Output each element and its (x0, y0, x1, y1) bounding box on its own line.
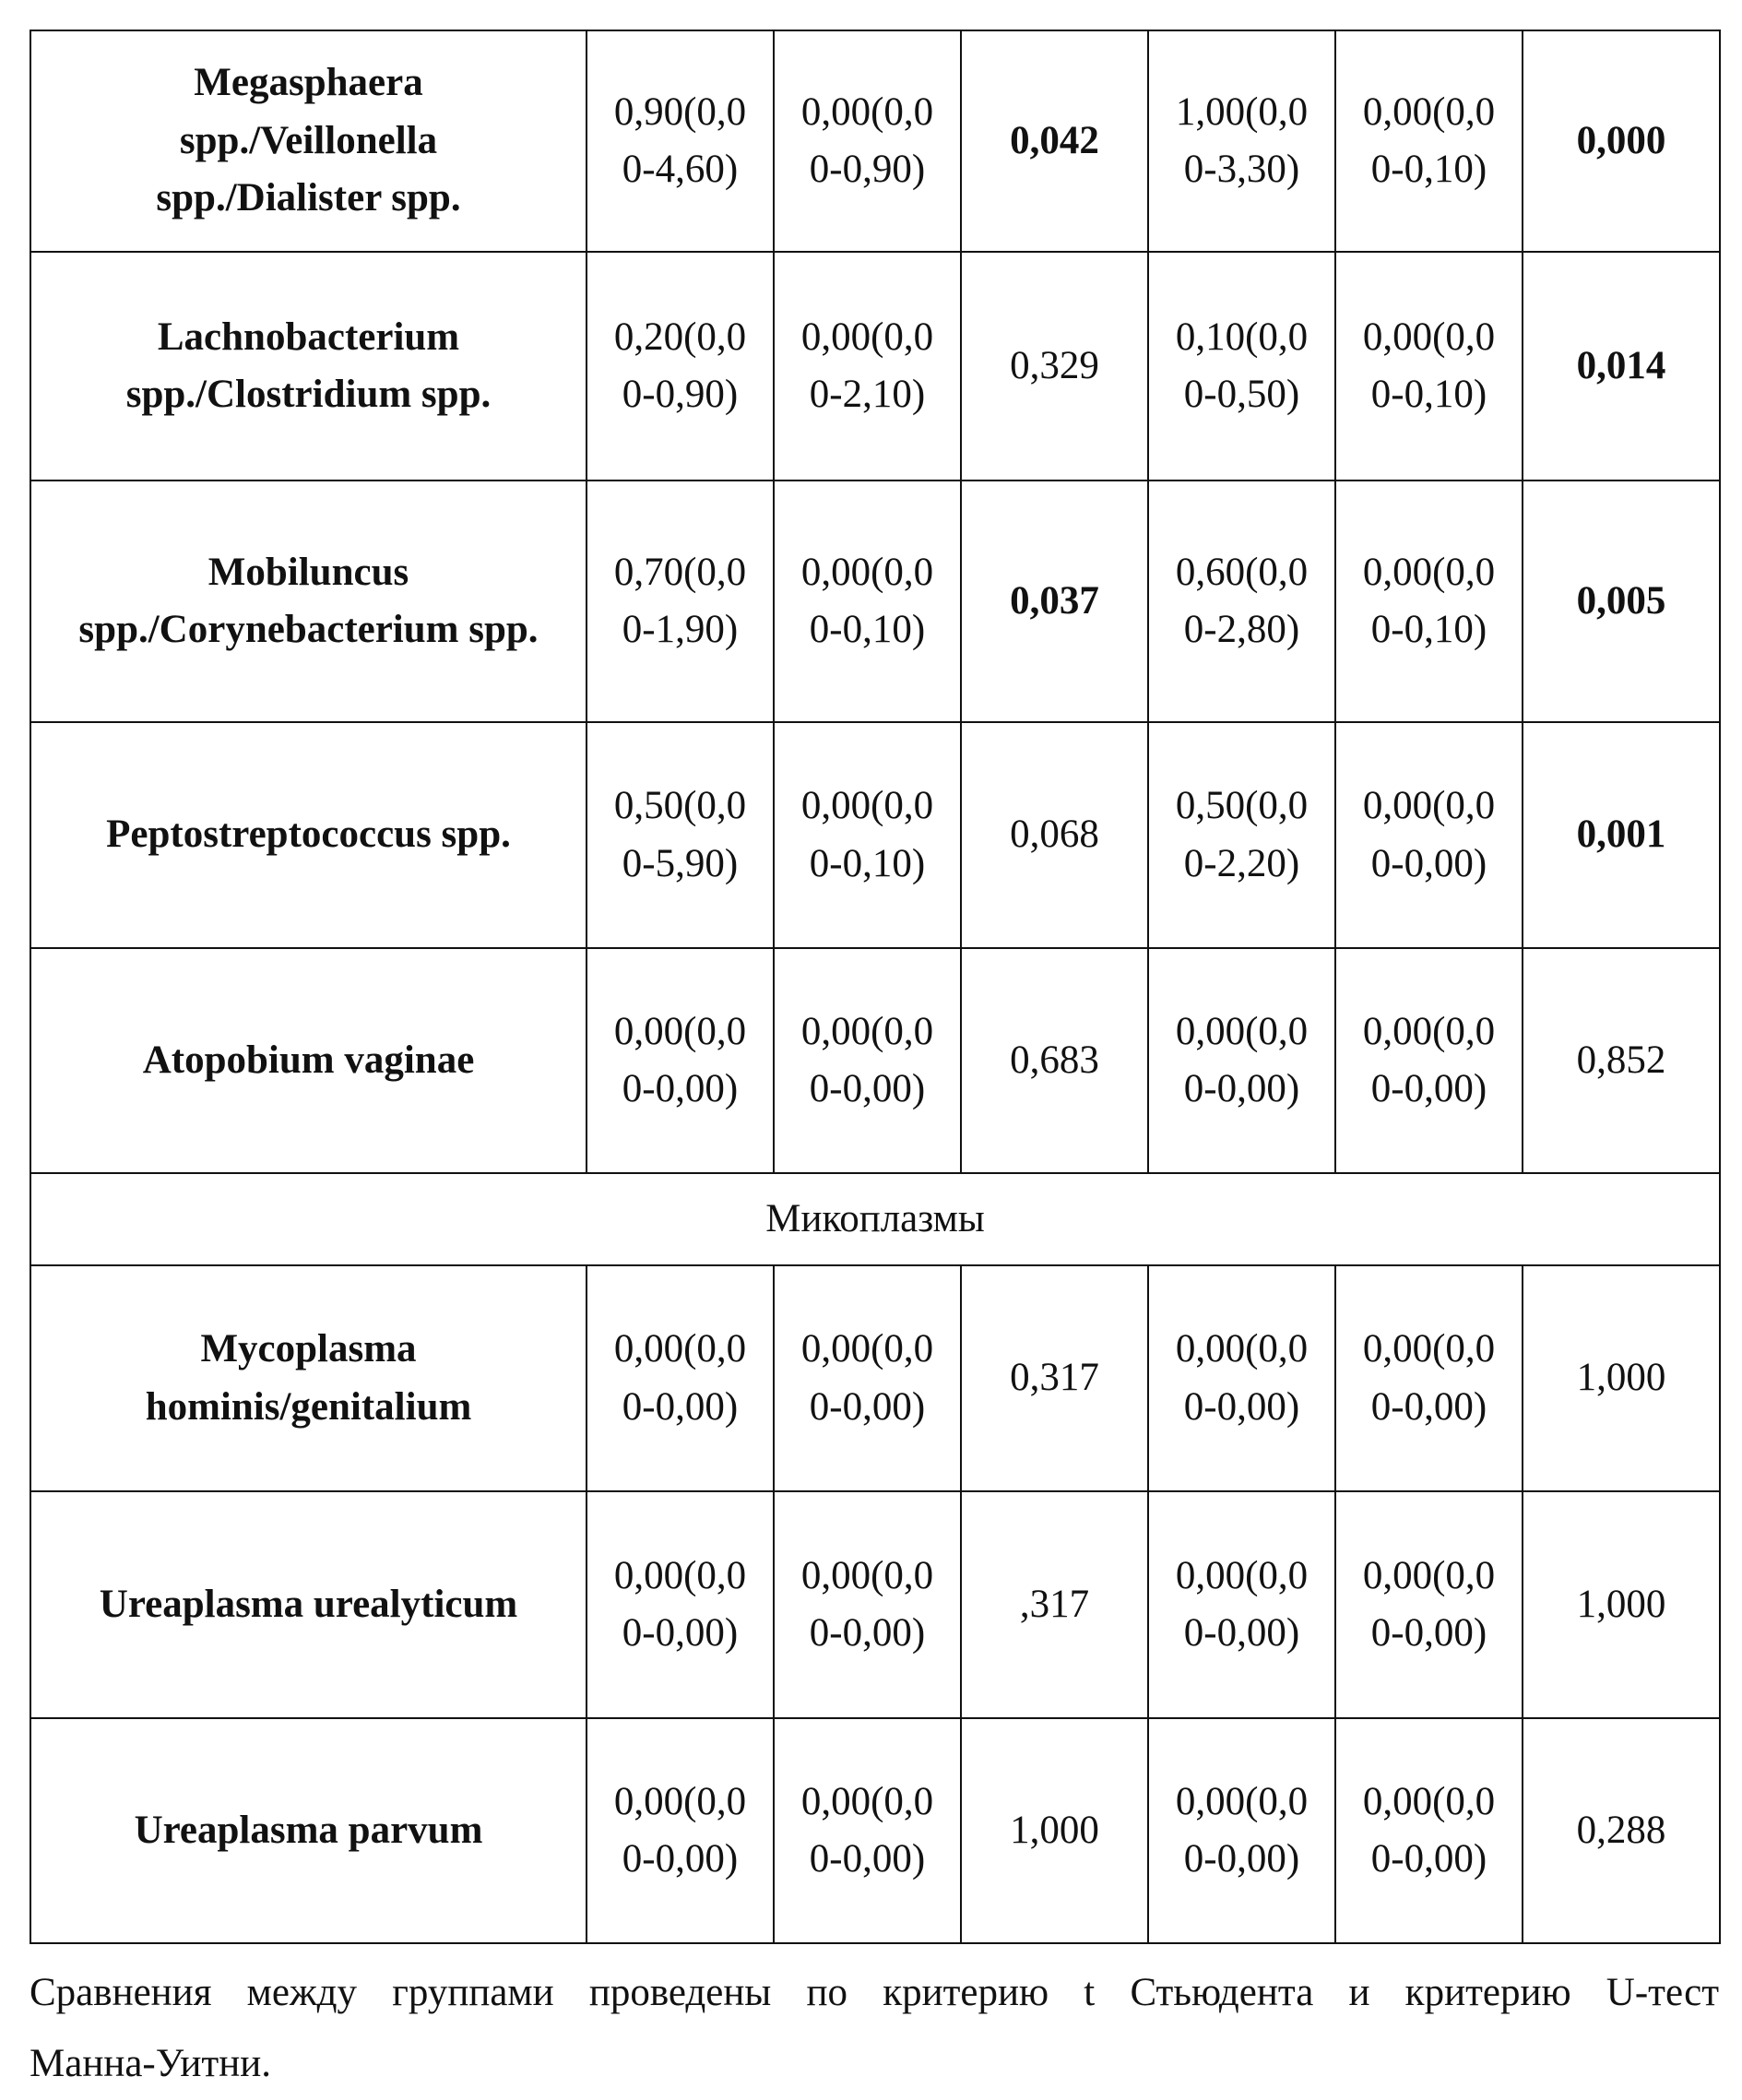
group1-value-cell-line: 0-1,90) (622, 608, 739, 651)
organism-cell-line: spp./Corynebacterium spp. (78, 608, 539, 651)
organism-cell (30, 30, 587, 252)
p-value-cell: 0,001 (1523, 722, 1720, 948)
table-row (30, 722, 1720, 948)
group4-value-cell (1335, 30, 1523, 252)
group3-value-cell-line: 0-0,00) (1183, 1837, 1300, 1881)
group3-value-cell-line: 0-0,50) (1183, 373, 1300, 416)
group1-value-cell (587, 1265, 774, 1491)
group2-value-cell-line: 0,00(0,0 (800, 314, 934, 359)
group2-value-cell (774, 252, 961, 481)
group1-value-cell (587, 30, 774, 252)
p-value-cell: 1,000 (1523, 1265, 1720, 1491)
organism-cell-line: Megasphaera (194, 61, 423, 105)
group4-value-cell (1335, 1718, 1523, 1943)
group3-value-cell-line: 0,00(0,0 (1175, 1327, 1309, 1371)
group4-value-cell-line: 0-0,10) (1370, 608, 1487, 651)
group1-value-cell (587, 252, 774, 481)
group2-value-cell-line: 0-0,10) (809, 608, 926, 651)
footnote-line-2: Манна-Уитни. (30, 2042, 271, 2086)
group3-value-cell-line: 0,50(0,0 (1175, 784, 1309, 828)
p-value-cell: ,317 (961, 1491, 1148, 1718)
organism-cell-line: Peptostreptococcus spp. (106, 813, 511, 857)
group1-value-cell-line: 0,20(0,0 (613, 314, 747, 359)
group3-value-cell (1148, 252, 1335, 481)
group4-value-cell-line: 0-0,00) (1370, 1611, 1487, 1655)
organism-cell (30, 948, 587, 1173)
group4-value-cell-line: 0-0,10) (1370, 148, 1487, 191)
section-label: Микоплазмы (30, 1173, 1720, 1265)
organism-cell-line: Mobiluncus (207, 550, 409, 594)
table-row (30, 1718, 1720, 1943)
organism-cell-line: Atopobium vaginae (142, 1038, 475, 1082)
organism-cell (30, 1718, 587, 1943)
group4-value-cell-line: 0,00(0,0 (1362, 550, 1496, 594)
group1-value-cell-line: 0-0,90) (622, 373, 739, 416)
p-value-cell: 0,068 (961, 722, 1148, 948)
group1-value-cell (587, 481, 774, 722)
group4-value-cell (1335, 481, 1523, 722)
organism-cell-line: spp./Dialister spp. (156, 176, 461, 220)
p-value-cell: 0,683 (961, 948, 1148, 1173)
group2-value-cell-line: 0,00(0,0 (800, 784, 934, 828)
organism-cell-line: spp./Clostridium spp. (125, 373, 492, 416)
group4-value-cell-line: 0-0,00) (1370, 1837, 1487, 1881)
group1-value-cell-line: 0-0,00) (622, 1384, 739, 1429)
footnote (30, 1957, 1719, 2100)
group3-value-cell (1148, 948, 1335, 1173)
p-value-cell: 0,042 (961, 30, 1148, 252)
group4-value-cell-line: 0-0,00) (1370, 1067, 1487, 1110)
group2-value-cell (774, 1265, 961, 1491)
group4-value-cell-line: 0,00(0,0 (1362, 1327, 1496, 1371)
organism-cell-line: spp./Veillonella (179, 118, 438, 162)
group1-value-cell (587, 1491, 774, 1718)
p-value-cell: 1,000 (961, 1718, 1148, 1943)
group3-value-cell-line: 1,00(0,0 (1175, 89, 1309, 134)
group3-value-cell (1148, 30, 1335, 252)
p-value-cell: 0,288 (1523, 1718, 1720, 1943)
group3-value-cell (1148, 1718, 1335, 1943)
group4-value-cell-line: 0,00(0,0 (1362, 89, 1496, 134)
group3-value-cell (1148, 481, 1335, 722)
group3-value-cell-line: 0,00(0,0 (1175, 1009, 1309, 1053)
group1-value-cell-line: 0,00(0,0 (613, 1009, 747, 1053)
organism-cell (30, 1491, 587, 1718)
group2-value-cell-line: 0-0,00) (809, 1611, 926, 1655)
footnote-line-1: Сравнения между группами проведены по критерию t Стьюдента и критерию U-тест (30, 1971, 1719, 2014)
organism-cell (30, 481, 587, 722)
group1-value-cell-line: 0-0,00) (622, 1837, 739, 1881)
group2-value-cell-line: 0-0,10) (809, 841, 926, 885)
group2-value-cell-line: 0-2,10) (809, 373, 926, 416)
group3-value-cell-line: 0,60(0,0 (1175, 550, 1309, 594)
group3-value-cell-line: 0,00(0,0 (1175, 1779, 1309, 1823)
group3-value-cell (1148, 722, 1335, 948)
group2-value-cell (774, 948, 961, 1173)
group3-value-cell-line: 0-3,30) (1183, 148, 1300, 191)
table-row (30, 948, 1720, 1173)
group1-value-cell-line: 0,90(0,0 (613, 89, 747, 134)
group3-value-cell-line: 0-0,00) (1183, 1384, 1300, 1429)
p-value-cell: 0,317 (961, 1265, 1148, 1491)
p-value-cell: 0,852 (1523, 948, 1720, 1173)
group1-value-cell (587, 722, 774, 948)
group1-value-cell-line: 0,00(0,0 (613, 1779, 747, 1823)
group1-value-cell-line: 0,50(0,0 (613, 784, 747, 828)
group4-value-cell (1335, 1491, 1523, 1718)
group4-value-cell (1335, 722, 1523, 948)
group1-value-cell-line: 0-0,00) (622, 1067, 739, 1110)
group4-value-cell-line: 0-0,00) (1370, 841, 1487, 885)
group4-value-cell (1335, 1265, 1523, 1491)
organism-cell (30, 1265, 587, 1491)
group2-value-cell-line: 0,00(0,0 (800, 1327, 934, 1371)
group2-value-cell-line: 0,00(0,0 (800, 1009, 934, 1053)
organism-cell-line: hominis/genitalium (145, 1384, 472, 1429)
p-value-cell: 0,005 (1523, 481, 1720, 722)
group1-value-cell-line: 0-0,00) (622, 1611, 739, 1655)
p-value-cell: 0,037 (961, 481, 1148, 722)
document-page (30, 30, 1719, 2100)
group3-value-cell-line: 0-2,80) (1183, 608, 1300, 651)
group3-value-cell-line: 0-0,00) (1183, 1067, 1300, 1110)
table-row (30, 1491, 1720, 1718)
group1-value-cell (587, 1718, 774, 1943)
p-value-cell: 0,014 (1523, 252, 1720, 481)
section-row (30, 1173, 1720, 1265)
group3-value-cell (1148, 1265, 1335, 1491)
p-value-cell: 0,000 (1523, 30, 1720, 252)
organism-cell (30, 722, 587, 948)
organism-cell (30, 252, 587, 481)
p-value-cell: 0,329 (961, 252, 1148, 481)
group4-value-cell-line: 0,00(0,0 (1362, 1779, 1496, 1823)
group4-value-cell (1335, 252, 1523, 481)
group4-value-cell-line: 0-0,10) (1370, 373, 1487, 416)
group4-value-cell-line: 0,00(0,0 (1362, 314, 1496, 359)
results-table (30, 30, 1721, 1944)
group1-value-cell (587, 948, 774, 1173)
group1-value-cell-line: 0,70(0,0 (613, 550, 747, 594)
group2-value-cell (774, 30, 961, 252)
group1-value-cell-line: 0,00(0,0 (613, 1327, 747, 1371)
p-value-cell: 1,000 (1523, 1491, 1720, 1718)
group2-value-cell (774, 1491, 961, 1718)
group2-value-cell-line: 0,00(0,0 (800, 89, 934, 134)
table-row (30, 252, 1720, 481)
group4-value-cell (1335, 948, 1523, 1173)
group2-value-cell-line: 0-0,00) (809, 1067, 926, 1110)
group3-value-cell-line: 0,00(0,0 (1175, 1553, 1309, 1597)
group3-value-cell-line: 0,10(0,0 (1175, 314, 1309, 359)
group1-value-cell-line: 0-5,90) (622, 841, 739, 885)
group1-value-cell-line: 0,00(0,0 (613, 1553, 747, 1597)
group2-value-cell (774, 481, 961, 722)
group3-value-cell-line: 0-2,20) (1183, 841, 1300, 885)
organism-cell-line: Ureaplasma parvum (134, 1808, 483, 1852)
group4-value-cell-line: 0-0,00) (1370, 1384, 1487, 1429)
group2-value-cell-line: 0,00(0,0 (800, 550, 934, 594)
group2-value-cell (774, 1718, 961, 1943)
group2-value-cell-line: 0,00(0,0 (800, 1779, 934, 1823)
organism-cell-line: Mycoplasma (200, 1327, 417, 1371)
organism-cell-line: Ureaplasma urealyticum (99, 1582, 518, 1626)
group4-value-cell-line: 0,00(0,0 (1362, 1553, 1496, 1597)
group2-value-cell-line: 0-0,00) (809, 1837, 926, 1881)
group2-value-cell-line: 0-0,00) (809, 1384, 926, 1429)
table-row (30, 481, 1720, 722)
group4-value-cell-line: 0,00(0,0 (1362, 784, 1496, 828)
group2-value-cell (774, 722, 961, 948)
group3-value-cell (1148, 1491, 1335, 1718)
group1-value-cell-line: 0-4,60) (622, 148, 739, 191)
group3-value-cell-line: 0-0,00) (1183, 1611, 1300, 1655)
group4-value-cell-line: 0,00(0,0 (1362, 1009, 1496, 1053)
group2-value-cell-line: 0-0,90) (809, 148, 926, 191)
table-row (30, 1265, 1720, 1491)
organism-cell-line: Lachnobacterium (157, 314, 460, 359)
table-row (30, 30, 1720, 252)
group2-value-cell-line: 0,00(0,0 (800, 1553, 934, 1597)
